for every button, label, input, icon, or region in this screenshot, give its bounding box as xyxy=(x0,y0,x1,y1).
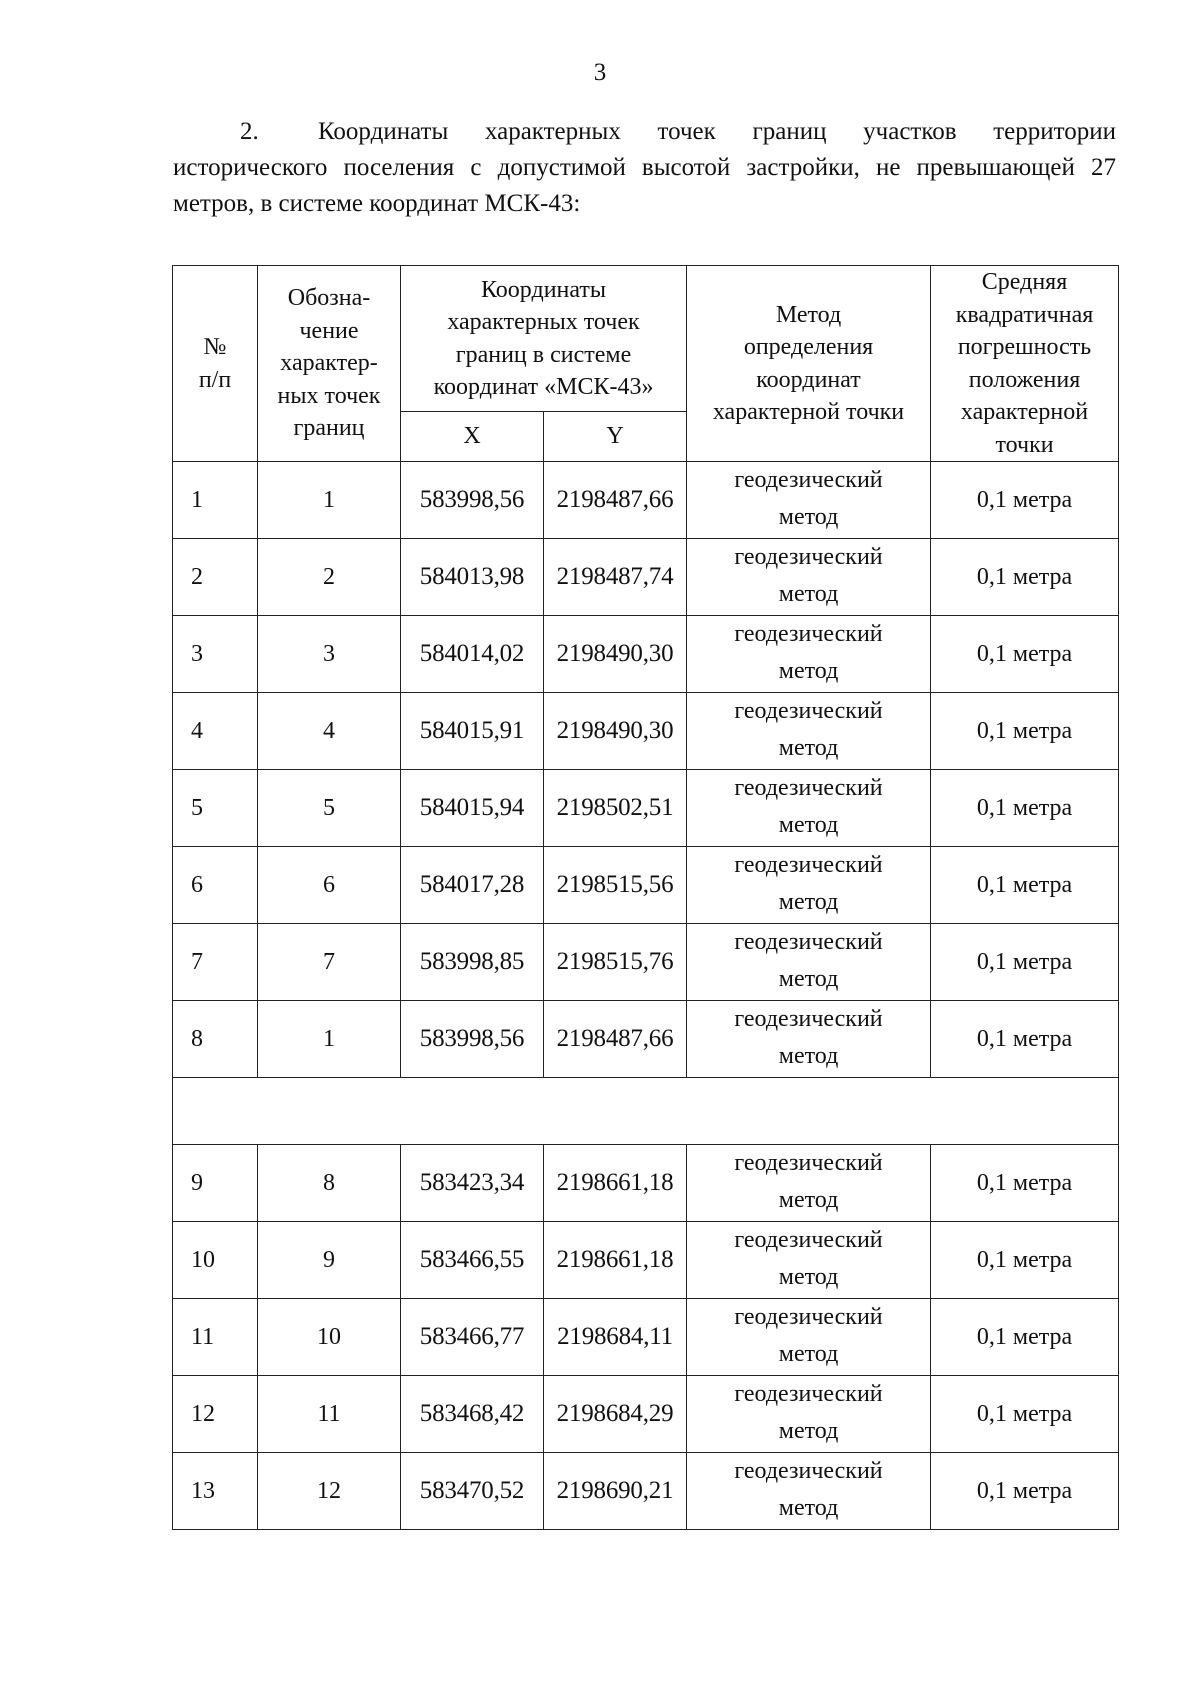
method-cell xyxy=(687,1001,931,1078)
method-line1: геодезический xyxy=(734,852,883,878)
method-line2: метод xyxy=(778,735,839,761)
table-row xyxy=(173,462,1119,539)
coordinates-table xyxy=(172,265,1119,1530)
header-y: Y xyxy=(544,412,687,462)
coordinate-x: 583998,56 xyxy=(401,1001,544,1078)
coordinate-y: 2198661,18 xyxy=(544,1145,687,1222)
method-cell xyxy=(687,770,931,847)
table-row xyxy=(173,693,1119,770)
point-designation: 12 xyxy=(258,1453,401,1530)
table-row xyxy=(173,924,1119,1001)
coordinate-x: 584014,02 xyxy=(401,616,544,693)
method-line1: геодезический xyxy=(734,775,883,801)
method-line1: геодезический xyxy=(734,467,883,493)
header-mark-line: ных точек xyxy=(277,382,381,409)
point-designation: 1 xyxy=(258,462,401,539)
error-value: 0,1 метра xyxy=(931,462,1119,539)
coordinate-x: 583468,42 xyxy=(401,1376,544,1453)
header-x: X xyxy=(401,412,544,462)
point-designation: 9 xyxy=(258,1222,401,1299)
table-row xyxy=(173,1299,1119,1376)
row-number: 5 xyxy=(173,770,258,847)
header-num-line2: п/п xyxy=(198,366,232,393)
coordinate-x: 583423,34 xyxy=(401,1145,544,1222)
header-method-line: координат xyxy=(756,366,861,393)
error-value: 0,1 метра xyxy=(931,847,1119,924)
table-row xyxy=(173,1145,1119,1222)
row-number: 11 xyxy=(173,1299,258,1376)
method-line1: геодезический xyxy=(734,544,883,570)
intro-item-number: 2. xyxy=(240,118,259,145)
error-value: 0,1 метра xyxy=(931,539,1119,616)
method-line1: геодезический xyxy=(734,1150,883,1176)
row-number: 6 xyxy=(173,847,258,924)
header-error xyxy=(931,266,1119,462)
method-line1: геодезический xyxy=(734,1227,883,1253)
error-value: 0,1 метра xyxy=(931,1001,1119,1078)
method-line2: метод xyxy=(778,1043,839,1069)
table-separator-row xyxy=(173,1078,1119,1145)
row-number: 13 xyxy=(173,1453,258,1530)
table-row xyxy=(173,1376,1119,1453)
header-method-line: определения xyxy=(743,334,874,360)
method-cell xyxy=(687,539,931,616)
method-line2: метод xyxy=(778,1418,839,1444)
method-cell xyxy=(687,1299,931,1376)
method-line2: метод xyxy=(778,658,839,684)
table-row xyxy=(173,847,1119,924)
table-separator-cell xyxy=(173,1078,1119,1145)
method-cell xyxy=(687,1453,931,1530)
method-line2: метод xyxy=(778,1341,839,1367)
method-line2: метод xyxy=(778,1187,839,1213)
method-line2: метод xyxy=(778,966,839,992)
method-line1: геодезический xyxy=(734,1381,883,1407)
row-number: 7 xyxy=(173,924,258,1001)
header-coords xyxy=(401,266,687,412)
error-value: 0,1 метра xyxy=(931,924,1119,1001)
error-value: 0,1 метра xyxy=(931,616,1119,693)
header-mark xyxy=(258,266,401,462)
header-coords-line: Координаты xyxy=(480,276,607,303)
method-cell xyxy=(687,847,931,924)
coordinate-y: 2198684,29 xyxy=(544,1376,687,1453)
header-error-line: квадратичная xyxy=(955,301,1094,328)
method-cell xyxy=(687,1145,931,1222)
error-value: 0,1 метра xyxy=(931,1376,1119,1453)
coordinate-y: 2198487,66 xyxy=(544,462,687,539)
error-value: 0,1 метра xyxy=(931,1453,1119,1530)
point-designation: 3 xyxy=(258,616,401,693)
table-row xyxy=(173,1453,1119,1530)
method-line2: метод xyxy=(778,1495,839,1521)
method-line2: метод xyxy=(778,581,839,607)
coordinate-x: 584017,28 xyxy=(401,847,544,924)
method-line2: метод xyxy=(778,1264,839,1290)
header-method-line: Метод xyxy=(775,301,842,328)
method-line1: геодезический xyxy=(734,1458,883,1484)
method-cell xyxy=(687,1222,931,1299)
coordinate-x: 583470,52 xyxy=(401,1453,544,1530)
method-cell xyxy=(687,693,931,770)
point-designation: 8 xyxy=(258,1145,401,1222)
coordinate-x: 583466,55 xyxy=(401,1222,544,1299)
method-line1: геодезический xyxy=(734,929,883,955)
coordinate-x: 583466,77 xyxy=(401,1299,544,1376)
coordinate-x: 584015,94 xyxy=(401,770,544,847)
row-number: 10 xyxy=(173,1222,258,1299)
method-line1: геодезический xyxy=(734,698,883,724)
row-number: 9 xyxy=(173,1145,258,1222)
row-number: 2 xyxy=(173,539,258,616)
header-num xyxy=(173,266,258,462)
coordinate-y: 2198490,30 xyxy=(544,693,687,770)
coordinate-x: 584015,91 xyxy=(401,693,544,770)
point-designation: 4 xyxy=(258,693,401,770)
method-line2: метод xyxy=(778,504,839,530)
error-value: 0,1 метра xyxy=(931,1222,1119,1299)
header-method xyxy=(687,266,931,462)
point-designation: 5 xyxy=(258,770,401,847)
method-line1: геодезический xyxy=(734,1006,883,1032)
header-mark-line: Обозна- xyxy=(287,285,371,312)
header-coords-line: границ в системе xyxy=(455,341,632,368)
method-cell xyxy=(687,1376,931,1453)
point-designation: 2 xyxy=(258,539,401,616)
header-method-line: характерной точки xyxy=(712,399,905,425)
table-row xyxy=(173,1001,1119,1078)
coordinate-x: 583998,56 xyxy=(401,462,544,539)
page-number: 3 xyxy=(593,59,607,86)
coordinate-x: 583998,85 xyxy=(401,924,544,1001)
header-error-line: точки xyxy=(995,431,1054,458)
coordinate-y: 2198690,21 xyxy=(544,1453,687,1530)
intro-paragraph xyxy=(173,114,1116,222)
error-value: 0,1 метра xyxy=(931,1299,1119,1376)
coordinate-y: 2198515,76 xyxy=(544,924,687,1001)
point-designation: 11 xyxy=(258,1376,401,1453)
header-error-line: погрешность xyxy=(957,334,1092,360)
header-num-line1: № xyxy=(203,334,227,360)
method-line1: геодезический xyxy=(734,1304,883,1330)
intro-text: Координаты характерных точек границ участков территории исторического поселения с допустимой высотой застройки, не превышающей 27 метров, в системе координат МСК-43: xyxy=(173,118,1116,217)
coordinate-x: 584013,98 xyxy=(401,539,544,616)
row-number: 4 xyxy=(173,693,258,770)
method-line2: метод xyxy=(778,889,839,915)
header-mark-line: границ xyxy=(293,415,365,442)
coordinate-y: 2198487,74 xyxy=(544,539,687,616)
row-number: 8 xyxy=(173,1001,258,1078)
row-number: 1 xyxy=(173,462,258,539)
table-row xyxy=(173,1222,1119,1299)
coordinate-y: 2198487,66 xyxy=(544,1001,687,1078)
method-line2: метод xyxy=(778,812,839,838)
method-cell xyxy=(687,616,931,693)
header-error-line: характерной xyxy=(960,399,1089,425)
table-row xyxy=(173,770,1119,847)
coordinate-y: 2198490,30 xyxy=(544,616,687,693)
row-number: 3 xyxy=(173,616,258,693)
row-number: 12 xyxy=(173,1376,258,1453)
method-line1: геодезический xyxy=(734,621,883,647)
table-row xyxy=(173,539,1119,616)
coordinate-y: 2198684,11 xyxy=(544,1299,687,1376)
table-row xyxy=(173,616,1119,693)
error-value: 0,1 метра xyxy=(931,693,1119,770)
method-cell xyxy=(687,924,931,1001)
method-cell xyxy=(687,462,931,539)
error-value: 0,1 метра xyxy=(931,1145,1119,1222)
header-error-line: Средняя xyxy=(981,269,1068,295)
header-mark-line: характер- xyxy=(280,350,378,377)
point-designation: 10 xyxy=(258,1299,401,1376)
header-mark-line: чение xyxy=(299,317,359,344)
header-coords-line: характерных точек xyxy=(447,309,640,335)
table-body xyxy=(173,462,1119,1530)
point-designation: 6 xyxy=(258,847,401,924)
point-designation: 1 xyxy=(258,1001,401,1078)
point-designation: 7 xyxy=(258,924,401,1001)
coordinate-y: 2198515,56 xyxy=(544,847,687,924)
coordinate-y: 2198502,51 xyxy=(544,770,687,847)
header-coords-line: координат «МСК-43» xyxy=(433,374,654,400)
header-error-line: положения xyxy=(968,366,1081,393)
error-value: 0,1 метра xyxy=(931,770,1119,847)
coordinate-y: 2198661,18 xyxy=(544,1222,687,1299)
